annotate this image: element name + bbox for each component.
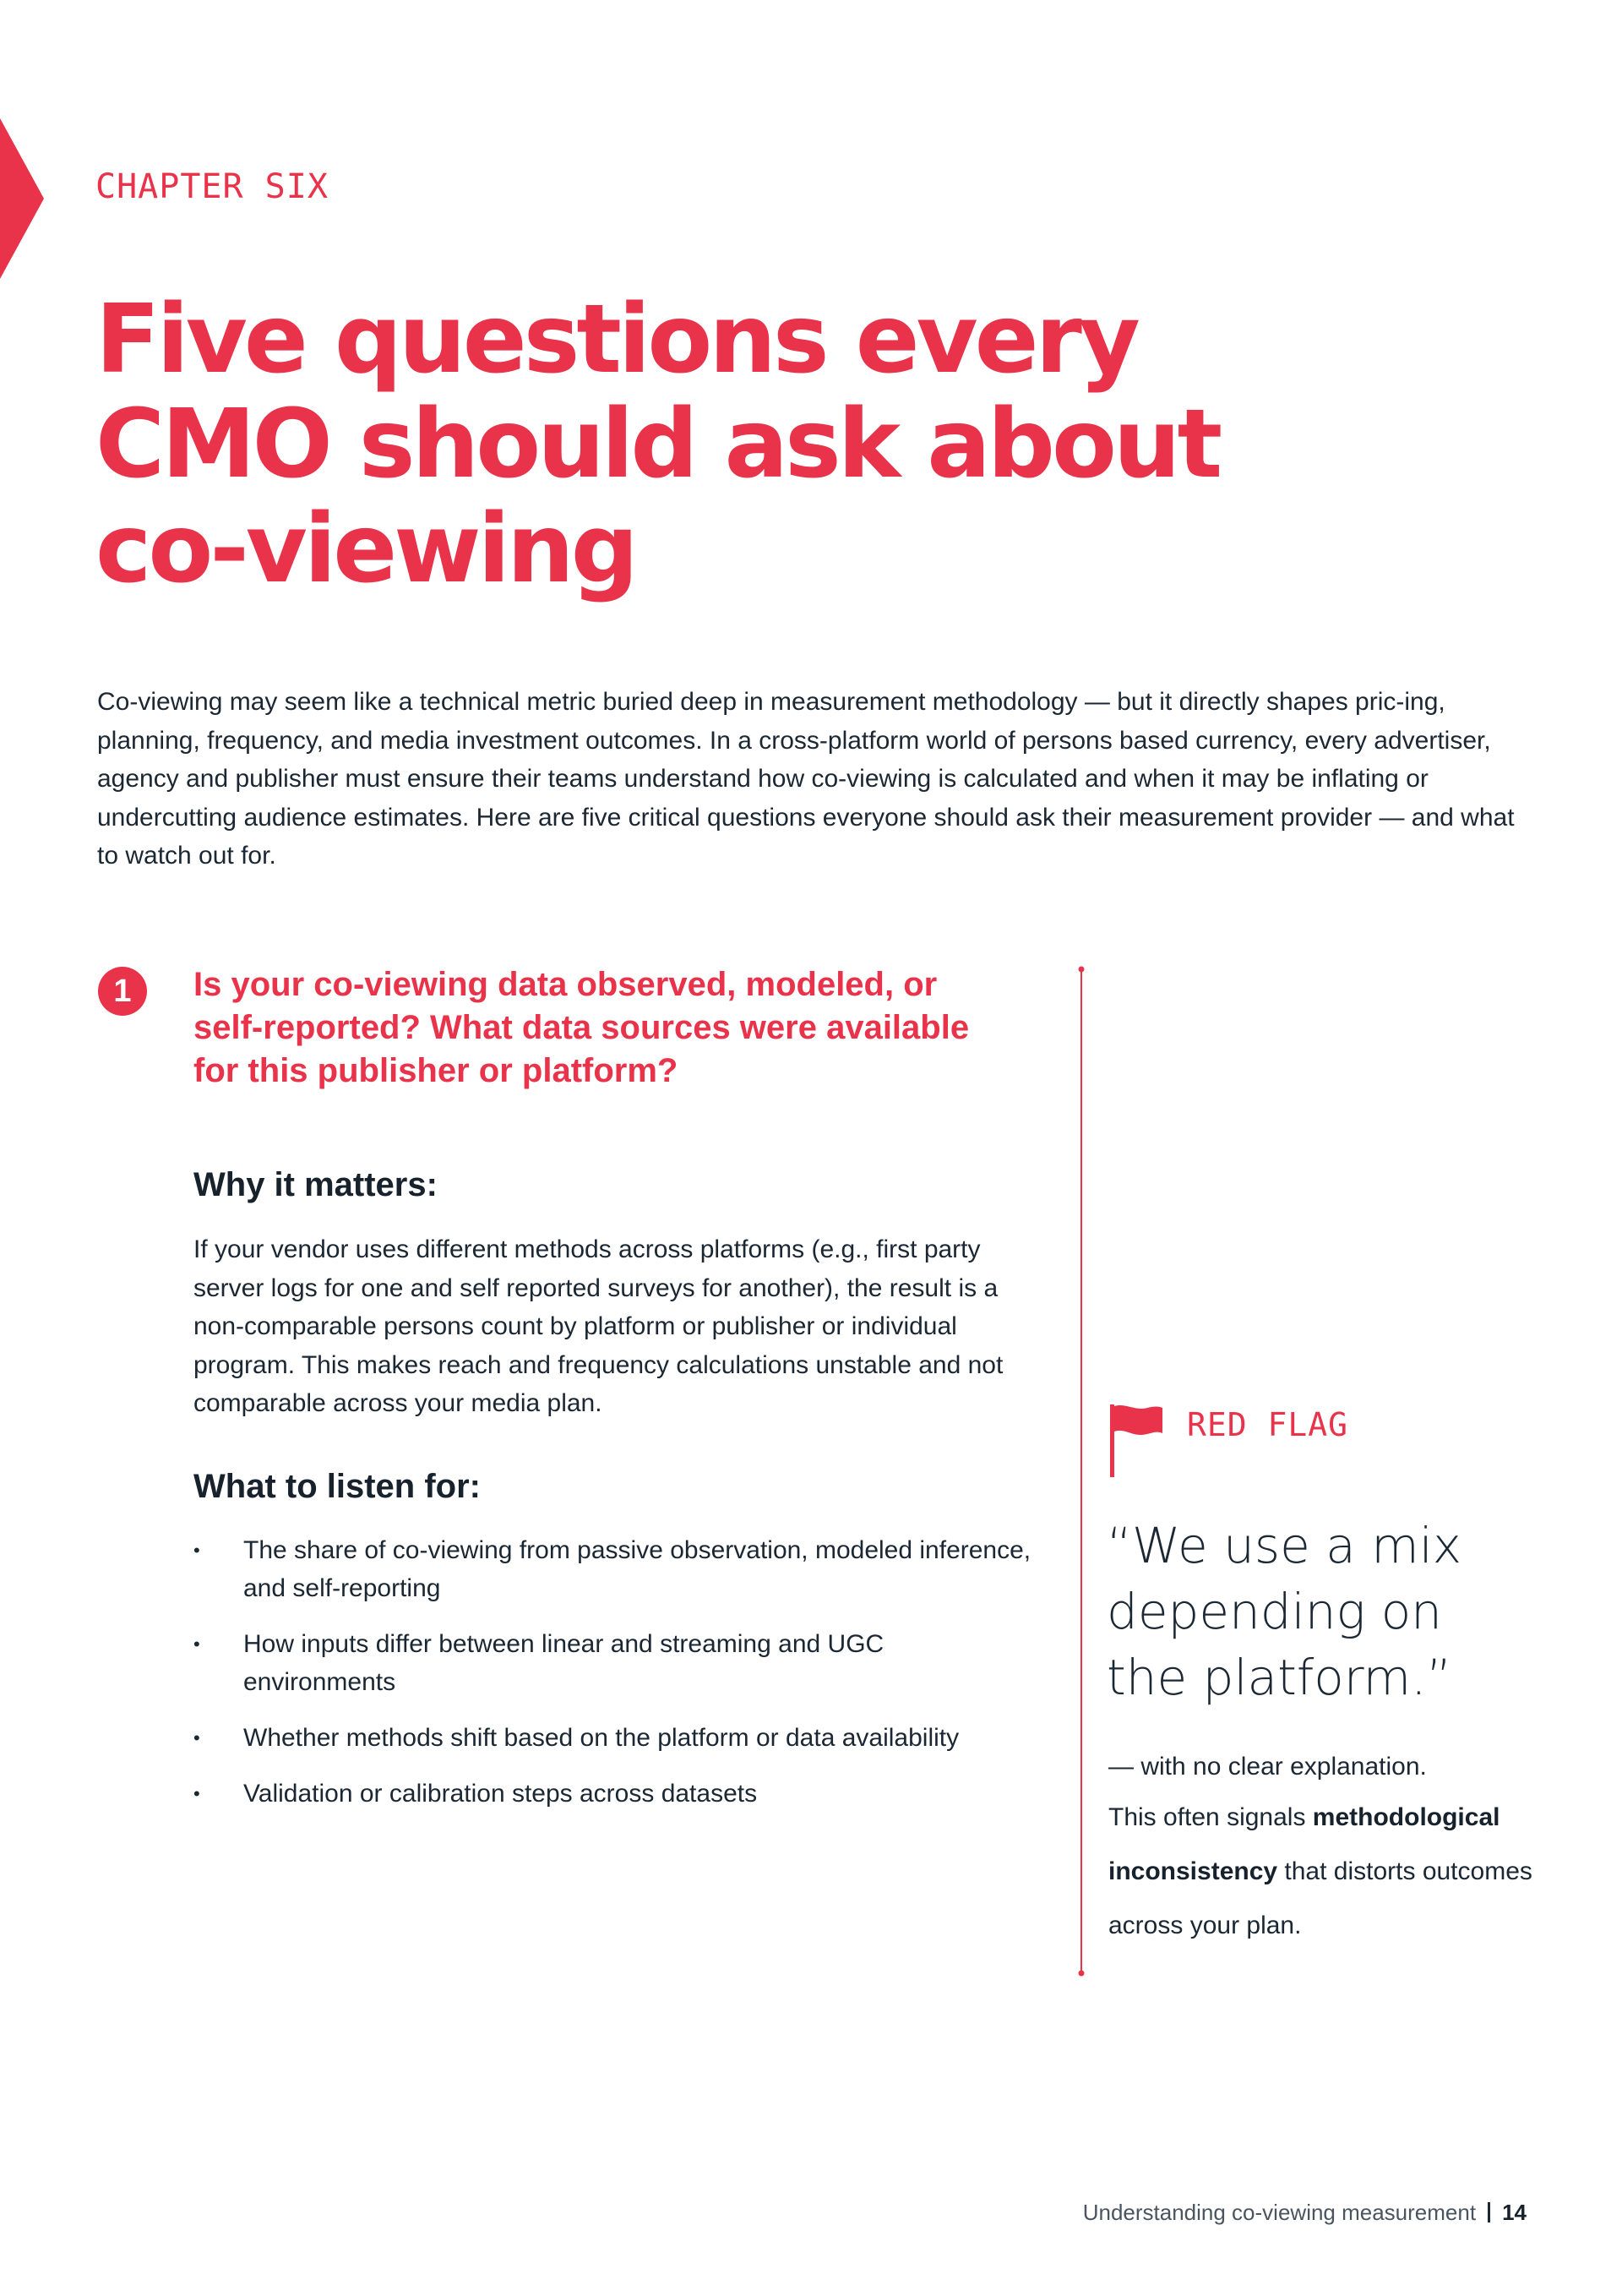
- red-flag-emphasis: methodological inconsistency: [1108, 1803, 1500, 1885]
- list-item: [193, 1531, 1038, 1607]
- footer-separator: [1488, 2202, 1490, 2222]
- list-item: [193, 1719, 1038, 1757]
- title-line: CMO should ask about: [95, 390, 1220, 499]
- red-flag-lead: — with no clear explanation.: [1108, 1753, 1427, 1781]
- footer-doc-title: Understanding co-viewing measurement: [1082, 2200, 1477, 2225]
- red-flag-text: that distorts outcomes across your plan.: [1108, 1857, 1532, 1939]
- list-item-text: The share of co-viewing from passive observation, modeled inference, and self-reporting: [243, 1536, 1031, 1602]
- question-heading: [193, 963, 1080, 1093]
- list-item: [193, 1775, 1038, 1813]
- page-number: 14: [1502, 2200, 1527, 2225]
- question-line: Is your co-viewing data observed, modeled, or: [193, 966, 938, 1003]
- page-title: [95, 287, 1363, 602]
- what-to-listen-for-heading: What to listen for:: [193, 1468, 481, 1505]
- listen-for-list: [193, 1531, 1038, 1813]
- red-flag-explanation: [1108, 1743, 1548, 1953]
- why-it-matters-heading: Why it matters:: [193, 1166, 438, 1203]
- why-it-matters-body: If your vendor uses different methods across platforms (e.g., first party server logs for one and self reported surveys for another), the result is a non-comparable persons count by platform or publisher or individual program. This makes reach and frequency calculations unstable and not comparable across your media plan.: [193, 1235, 1004, 1417]
- red-flag-label: RED FLAG: [1187, 1406, 1349, 1443]
- list-item-text: Whether methods shift based on the platform or data availability: [243, 1724, 960, 1752]
- bullet: •: [193, 1727, 200, 1748]
- chapter-arrow-marker: [0, 118, 44, 279]
- chapter-label: CHAPTER SIX: [95, 167, 329, 206]
- flag-icon: [1108, 1403, 1164, 1479]
- question-number-badge: 1: [98, 967, 147, 1016]
- list-item-text: Validation or calibration steps across datasets: [243, 1780, 758, 1808]
- title-line: Five questions every: [95, 285, 1137, 395]
- page-footer: [1083, 2200, 1527, 2226]
- intro-paragraph: Co-viewing may seem like a technical metric buried deep in measurement methodology — but it directly shapes pric-ing, planning, frequency, and media investment outcomes. In a cross-platform world of persons based currency, every advertiser, agency and publisher must ensure their teams understand how co-viewing is calculated and when it may be inflating or undercutting audience estimates. Here are five critical questions everyone should ask their measurement provider — and what to watch out for.: [97, 688, 1515, 870]
- red-flag-quote: [1107, 1513, 1546, 1710]
- quote-line: the platform.”: [1107, 1649, 1452, 1706]
- vertical-divider: [1077, 966, 1086, 1977]
- bullet: •: [193, 1540, 200, 1561]
- quote-line: depending on: [1107, 1583, 1442, 1640]
- title-line: co-viewing: [95, 494, 635, 604]
- list-item: [193, 1625, 1038, 1701]
- bullet: •: [193, 1783, 200, 1804]
- question-line: self-reported? What data sources were available: [193, 1009, 970, 1046]
- red-flag-text: This often signals: [1108, 1803, 1313, 1831]
- bullet: •: [193, 1633, 200, 1655]
- quote-line: “We use a mix: [1107, 1517, 1462, 1574]
- question-line: for this publisher or platform?: [193, 1052, 678, 1089]
- list-item-text: How inputs differ between linear and streaming and UGC environments: [243, 1630, 884, 1696]
